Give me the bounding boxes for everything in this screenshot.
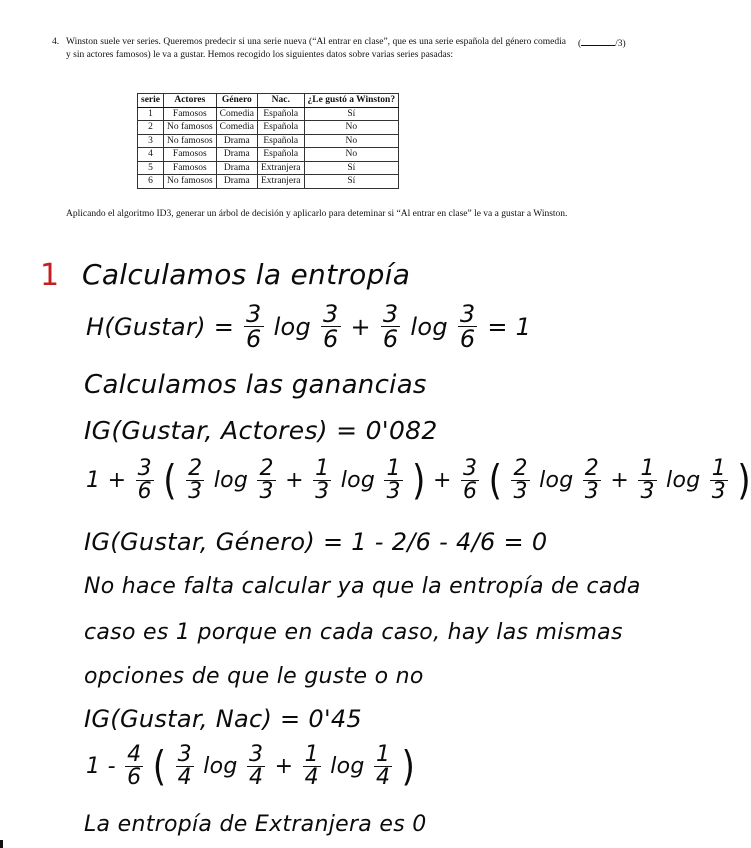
score-field [578,37,626,49]
table-cell: Española [257,107,304,121]
fraction: $\frac{2}{3}$ [584,456,600,504]
fraction: $\frac{1}{4}$ [375,742,391,790]
table-cell: Comedia [216,121,257,135]
table-cell: 1 [138,107,164,121]
table-cell: Sí [304,161,399,175]
table-row [138,175,399,189]
hand-line-5: 1 + $\frac{3}{6}$ ( $\frac{2}{3}$ log $\frac{2}{3}$ + $\frac{1}{3}$ log $\frac{1}{3}$ ) + $\frac{3}{6}$ ( $\frac{2}{3}$ log $\frac{2}{3}$ + $\frac{1}{3}$ log $\frac{1}{3}$ ) [86,456,751,505]
table-cell: No famosos [164,175,217,189]
fraction: $\frac{3}{6}$ [382,300,399,353]
table-row [138,107,399,121]
table-header: serie [138,94,164,108]
table-cell: 6 [138,175,164,189]
h-gustar-lhs: H(Gustar) = [86,312,235,341]
table-cell: Drama [216,161,257,175]
hand-line-11: 1 - $\frac{4}{6}$ ( $\frac{3}{4}$ log $\frac{3}{4}$ + $\frac{1}{4}$ log $\frac{1}{4}$ ) [86,742,416,791]
table-cell: Drama [216,175,257,189]
scan-edge-mark [0,840,3,848]
table-row [138,121,399,135]
table-cell: Española [257,121,304,135]
table-row [138,148,399,162]
table-cell: Drama [216,134,257,148]
table-cell: No [304,121,399,135]
instruction-text: Aplicando el algoritmo ID3, generar un árbol de decisión y aplicarlo para deteminar si “Al entrar en clase” le va a gustar a Winston. [66,209,568,219]
fraction: $\frac{3}{6}$ [462,456,478,504]
fraction: $\frac{3}{6}$ [323,300,339,353]
table-cell: Drama [216,148,257,162]
fraction: $\frac{2}{3}$ [259,456,274,504]
fraction: $\frac{1}{3}$ [640,456,655,504]
fraction: $\frac{2}{3}$ [513,456,528,504]
table-cell: 3 [138,134,164,148]
table-cell: 5 [138,161,164,175]
table-cell: Sí [304,175,399,189]
table-cell: No famosos [164,134,217,148]
question-text: Winston suele ver series. Queremos predecir si una serie nueva (“Al entrar en clase”, que es una serie española del género comedia y sin actores famosos) le va a gustar. Hemos recogido los siguientes datos sobre varias series pasadas: [66,37,566,60]
fraction: $\frac{2}{3}$ [188,456,203,504]
fraction: $\frac{1}{4}$ [304,742,319,790]
hand-line-2: H(Gustar) = $\frac{3}{6}$ log $\frac{3}{6}$ + $\frac{3}{6}$ log $\frac{3}{6}$ = 1 [86,300,532,353]
fraction: $\frac{1}{3}$ [386,456,401,504]
table-row [138,161,399,175]
table-header: Actores [164,94,217,108]
table-cell: No [304,148,399,162]
table-cell: Española [257,134,304,148]
table-cell: Sí [304,107,399,121]
hand-line-12: La entropía de Extranjera es 0 [84,812,427,837]
table-cell: Extranjera [257,175,304,189]
table-header-row [138,94,399,108]
fraction: $\frac{4}{6}$ [127,742,142,790]
table-cell: Española [257,148,304,162]
table-cell: Famosos [164,107,217,121]
hand-line-10: IG(Gustar, Nac) = 0'45 [84,705,362,733]
table-header: ¿Le gustó a Winston? [304,94,399,108]
table-row [138,134,399,148]
fraction: $\frac{3}{4}$ [177,742,192,790]
table-cell: 2 [138,121,164,135]
score-close: /3) [615,39,626,49]
fraction: $\frac{3}{6}$ [246,300,262,353]
table-cell: 4 [138,148,164,162]
hand-line-1: Calculamos la entropía [82,258,411,291]
score-open: ( [578,39,582,49]
fraction: $\frac{3}{4}$ [248,742,264,790]
fraction: $\frac{3}{6}$ [459,300,476,353]
table-header: Nac. [257,94,304,108]
table-cell: No [304,134,399,148]
fraction: $\frac{3}{6}$ [137,456,152,504]
table-cell: Comedia [216,107,257,121]
score-blank[interactable] [581,37,615,46]
answer-mark: 1 [40,258,60,293]
hand-line-6: IG(Gustar, Género) = 1 - 2/6 - 4/6 = 0 [84,528,548,556]
table-header: Género [216,94,257,108]
fraction: $\frac{1}{3}$ [315,456,330,504]
table-cell: Famosos [164,148,217,162]
hand-line-9: opciones de que le guste o no [84,664,424,689]
data-table [137,93,399,189]
table-cell: Extranjera [257,161,304,175]
fraction: $\frac{1}{3}$ [711,456,727,504]
hand-line-7: No hace falta calcular ya que la entropía de cada [84,574,641,599]
table-cell: Famosos [164,161,217,175]
table-cell: No famosos [164,121,217,135]
hand-line-8: caso es 1 porque en cada caso, hay las mismas [84,620,623,645]
hand-line-4: IG(Gustar, Actores) = 0'082 [84,416,438,445]
question-number: 4. [52,37,60,47]
hand-line-3: Calculamos las ganancias [84,370,427,400]
